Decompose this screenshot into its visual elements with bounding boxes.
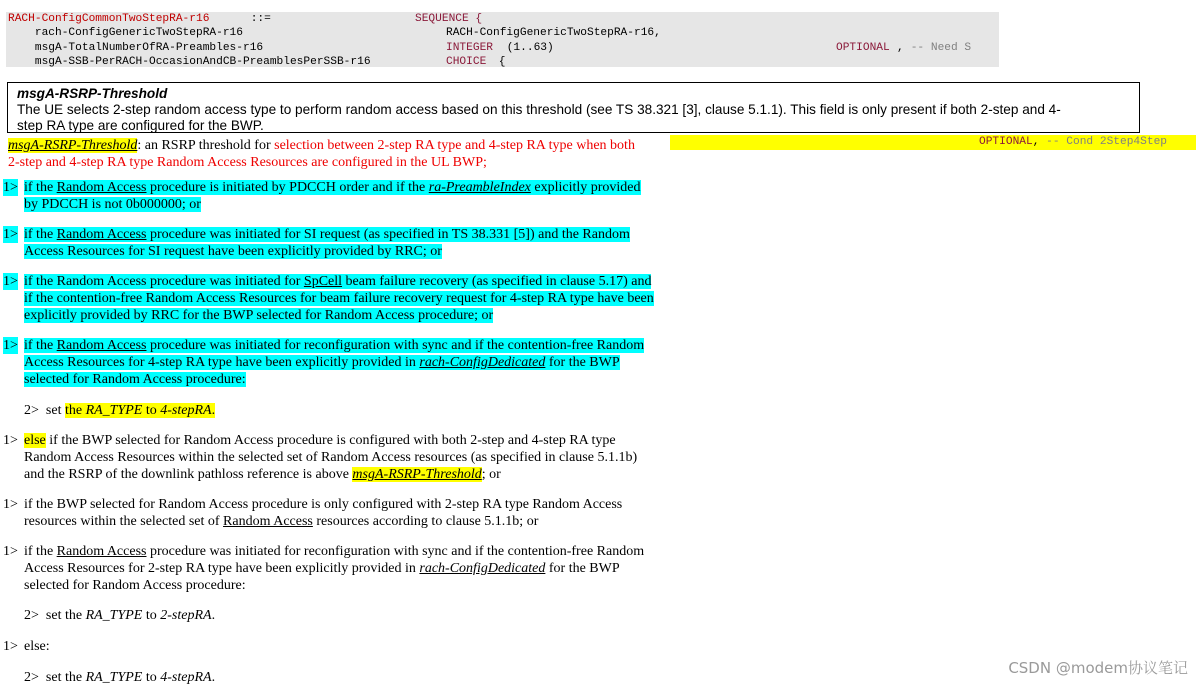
item-line: if the contention-free Random Access Resources for beam failure recovery request for 4-step RA type have been (24, 291, 654, 306)
asn1-brace: { (492, 55, 506, 68)
item-line: if the Random Access procedure is initiated by PDCCH order and if the ra-PreambleIndex explicitly provided (24, 180, 641, 195)
intro-line-2: 2-step and 4-step RA type Random Access Resources are configured in the UL BWP; (8, 155, 487, 170)
item-prefix: 1> (3, 338, 18, 353)
item-line: Access Resources for SI request have been explicitly provided by RRC; or (24, 244, 442, 259)
asn1-comma: , (897, 41, 904, 54)
item-line: 2> set the RA_TYPE to 2-stepRA. (24, 608, 216, 623)
item-line: 2> set the RA_TYPE to 4-stepRA. (24, 670, 216, 685)
asn1-optional: OPTIONAL (836, 41, 890, 54)
asn1-field-type: RACH-ConfigGenericTwoStepRA-r16, (446, 27, 661, 40)
item-prefix: 1> (3, 544, 18, 559)
asn1-range: (1..63) (500, 41, 554, 54)
asn1-line (6, 12, 999, 26)
intro-line-1: msgA-RSRP-Threshold: an RSRP threshold for selection between 2-step RA type and 4-step RA type when both (8, 138, 635, 153)
asn1-keyword: SEQUENCE { (415, 13, 483, 25)
item-line: and the RSRP of the downlink pathloss reference is above msgA-RSRP-Threshold; or (24, 467, 501, 482)
item-line: by PDCCH is not 0b000000; or (24, 197, 201, 212)
field-description-term: msgA-RSRP-Threshold (17, 86, 168, 101)
item-line: if the Random Access procedure was initiated for SI request (as specified in TS 38.331 [5]) and the Random (24, 227, 630, 242)
intro-term: msgA-RSRP-Threshold (8, 138, 138, 153)
asn1-field-name: msgA-SSB-PerRACH-OccasionAndCB-PreamblesPerSSB-r16 (8, 55, 371, 68)
item-prefix: 1> (3, 497, 18, 512)
item-prefix: 1> (3, 433, 18, 448)
item-line: if the Random Access procedure was initiated for reconfiguration with sync and if the contention-free Random (24, 544, 645, 559)
asn1-field-name: rach-ConfigGenericTwoStepRA-r16 (8, 27, 243, 40)
item-line: explicitly provided by RRC for the BWP selected for Random Access procedure; or (24, 308, 494, 323)
optional-cond-text: OPTIONAL, -- Cond 2Step4Step (979, 136, 1167, 148)
asn1-keyword: CHOICE (446, 55, 487, 68)
item-line: 2> set the RA_TYPE to 4-stepRA. (24, 403, 216, 418)
field-description-text-cont: step RA type are configured for the BWP. (17, 118, 264, 133)
asn1-line (6, 55, 999, 69)
asn1-keyword: INTEGER (446, 41, 493, 54)
asn1-line (6, 26, 999, 40)
asn1-field-name: msgA-TotalNumberOfRA-Preambles-r16 (8, 41, 264, 54)
asn1-assign: ::= (244, 13, 271, 25)
item-line: resources within the selected set of Random Access resources according to clause 5.1.1b; or (24, 514, 539, 529)
asn1-line (6, 41, 999, 55)
item-line: Access Resources for 2-step RA type have been explicitly provided in rach-ConfigDedicated for the BWP (24, 561, 620, 576)
optional-cond-line (670, 135, 1196, 150)
item-line: if the Random Access procedure was initiated for SpCell beam failure recovery (as specified in clause 5.17) and (24, 274, 652, 289)
asn1-code-block (6, 12, 999, 67)
item-prefix: 1> (3, 180, 18, 195)
item-line: if the BWP selected for Random Access procedure is only configured with 2-step RA type Random Access (24, 497, 623, 512)
asn1-type-name: RACH-ConfigCommonTwoStepRA-r16 (8, 13, 210, 25)
item-line: else: (24, 639, 50, 654)
item-line: Access Resources for 4-step RA type have been explicitly provided in rach-ConfigDedicated for the BWP (24, 355, 620, 370)
item-prefix: 1> (3, 639, 18, 654)
item-prefix: 1> (3, 227, 18, 242)
item-line: if the Random Access procedure was initiated for reconfiguration with sync and if the contention-free Random (24, 338, 645, 353)
item-line: Random Access Resources within the selected set of Random Access resources (as specified in clause 5.1.1b) (24, 450, 638, 465)
item-prefix: 1> (3, 274, 18, 289)
field-description-text: The UE selects 2-step random access type to perform random access based on this threshold (see TS 38.321 [3], clause 5.1.1). This field is only present if both 2-step and 4- (17, 102, 1061, 117)
item-line: selected for Random Access procedure: (24, 578, 246, 593)
item-line: else if the BWP selected for Random Access procedure is configured with both 2-step and 4-step RA type (24, 433, 616, 448)
field-description-box (7, 82, 1140, 133)
watermark: CSDN @modem协议笔记 (1008, 659, 1188, 677)
asn1-comment: -- Need S (904, 41, 972, 54)
item-line: selected for Random Access procedure: (24, 372, 246, 387)
